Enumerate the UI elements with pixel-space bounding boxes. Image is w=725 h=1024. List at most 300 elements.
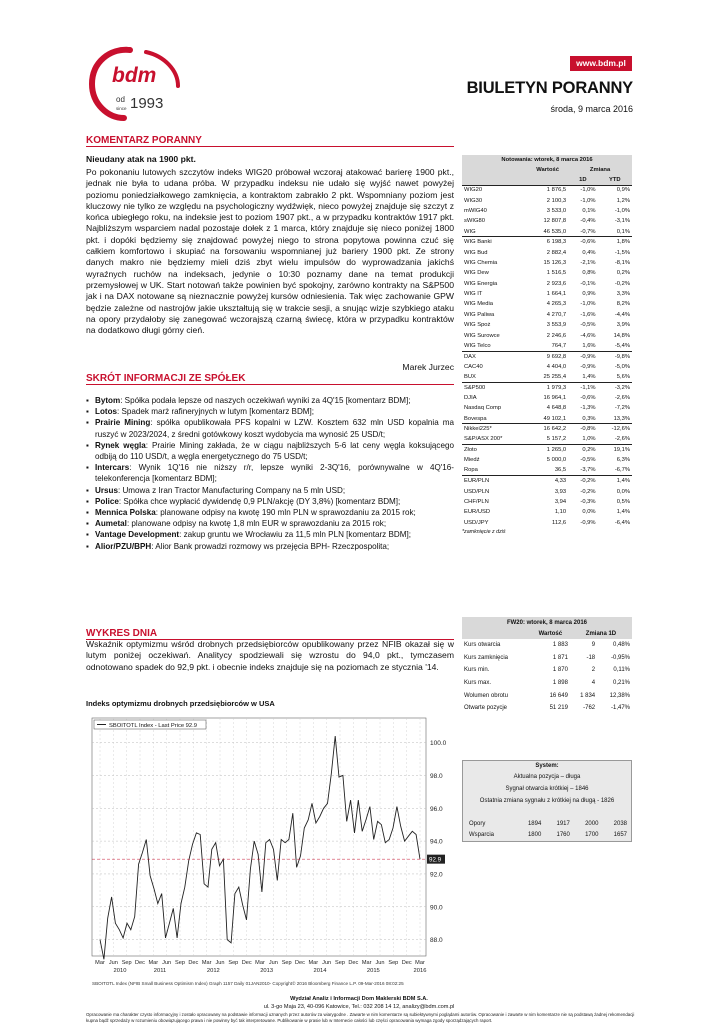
quote-row — [462, 320, 632, 330]
quote-name: BUX — [464, 373, 476, 380]
x-tick-label: Dec — [188, 960, 199, 966]
quote-row — [462, 299, 632, 309]
quote-row — [462, 372, 632, 382]
year-label: 2016 — [413, 968, 427, 974]
quote-row — [462, 507, 632, 517]
quote-change-ytd: 0,5% — [616, 498, 630, 505]
quote-value: 112,6 — [552, 519, 567, 526]
x-tick-label: Sep — [388, 960, 399, 966]
bulletin-title: BIULETYN PORANNY — [466, 79, 633, 97]
company-name: Lotos — [95, 407, 118, 417]
quote-name: WIG Dew — [464, 270, 489, 277]
quote-change-ytd: 8,2% — [616, 301, 630, 308]
company-news-item — [86, 440, 454, 462]
quote-value: 4 648,8 — [546, 405, 567, 412]
x-tick-label: Sep — [281, 960, 292, 966]
fw20-change-abs: 4 — [591, 680, 596, 687]
article-author: Marek Jurzec — [402, 362, 454, 372]
quote-change-1d: 1,6% — [582, 342, 596, 349]
resistance-level: 2000 — [585, 820, 599, 827]
section-heading-commentary: KOMENTARZ PORANNY — [86, 135, 454, 147]
quote-name: WIG Spoż — [464, 322, 491, 329]
article-body: Po pokonaniu lutowych szczytów indeks WIG20 próbował wczoraj atakować barierę 1900 pkt., jednak nie była to udana próba. W przypadku indeksu nie udało się wyjść nawet powyżej poziomu poniedziałkowego zamknięcia, a kontraktom zabrakło 2 pkt. Wspomniany poziom jest kluczowy nie tylko ze względu na psychologiczny wydźwięk, nieco powyżej znajduje się szczyt z końca ubiegłego roku, na indeksie jest to poziom 1907 pkt., a w przypadku kontraktów 1917 pkt. Najbliższym wsparciem nadal pozostaje dołek z 1 marca, który znajduje się nieco poniżej 1800 pkt. i dopóki będziemy się znajdować powyżej niego to strona popytowa powinna czuć się całkiem komfortowo i skupiać na forsowaniu wspomnianej już bariery 1900 pkt. Ze strony danych makro nie będziemy mieli dziś zbyt wielu impulsów do wyprowadzania jakichś wyraźnych ruchów na indeksach, jedynie o 10:30 poznamy dane na temat produkcji przemysłowej w UK. Start notowań także powinien być spokojny, zarówno kontrakty na S&P500 jak i na DAX notowane są nieznacznie powyżej kursów odniesienia. Tak więc zachowanie GPW będzie zależne od nastrojów jakie ukształtują się w trakcie sesji, a snując wizje szybkiego ataku na opory przydałoby się zanegować wczorajszą czarną świecę, która w przypadku kontraktów na dodatkowo długi górny cień. — [86, 167, 454, 336]
company-name: Vantage Development — [95, 530, 180, 540]
quotes-value-header: Wartość — [527, 165, 568, 175]
year-label: 2010 — [113, 968, 127, 974]
fw20-change-abs: 2 — [591, 667, 596, 674]
quote-row — [462, 351, 632, 361]
quote-change-ytd: 1,8% — [598, 237, 632, 247]
company-news-item — [86, 395, 454, 406]
quote-change-1d: -1,0% — [580, 197, 596, 204]
quote-row — [462, 393, 632, 403]
quote-change-1d: -0,7% — [580, 228, 596, 235]
y-tick-label: 92.0 — [430, 871, 443, 879]
fw20-value: 1 870 — [552, 667, 568, 674]
quote-value: 46 535,0 — [543, 228, 567, 235]
quote-change-1d: -2,1% — [580, 259, 596, 266]
support-level: 1657 — [613, 831, 627, 838]
disclaimer: Opracowanie ma charakter czysto informacyjny i zostało opracowany na podstawie informacji uznanych przez autorów za wiarygodne . Zawarte w nim komentarze są subiektywnymi poglądami autorów. Opracowanie i zawarte w nim komentarze nie są podstawą żadnej rekomendacji kupna bądź sprzedaży w rozumieniu obowiązującego prawa i nie powinny być tak interpretowane. Publikowanie w prasie lub w Internecie całości lub części opracowania wymaga zgody sporządzających raport. — [86, 1012, 635, 1023]
quote-change-1d: -0,9% — [580, 519, 596, 526]
company-news-text: : Wynik 1Q'16 nie niższy r/r, lepsze wyniki 2-3Q'16, porównywalne w 4Q'16- telekonferencja [komentarz BDM]; — [95, 463, 454, 484]
quote-change-1d: 0,0% — [582, 509, 596, 516]
website-link[interactable]: www.bdm.pl — [570, 56, 632, 71]
x-tick-label: Jun — [108, 960, 118, 966]
quotes-note: *zamknięcie z dziś — [462, 528, 506, 535]
quote-name: USD/PLN — [464, 488, 490, 495]
chart-source: SBOITOTL Index (NFIB Small Business Optimism Index) Graph 1157 Daily 01JAN2010- Copyright© 2016 Bloomberg Finance L.P. 09-Mar-2016 08:02:25 — [92, 981, 404, 986]
quote-change-ytd: -1,5% — [614, 249, 630, 256]
quotes-1d-header: 1D — [568, 175, 597, 185]
x-tick-label: Sep — [228, 960, 239, 966]
y-tick-label: 90.0 — [430, 904, 443, 912]
fw20-row — [462, 664, 632, 677]
quote-name: CAC40 — [464, 363, 483, 370]
company-name: Prairie Mining — [95, 418, 151, 428]
quote-name: WIG Telco — [464, 342, 491, 349]
quote-name: USD/JPY — [464, 519, 489, 526]
quote-value: 764,7 — [551, 342, 567, 349]
fw20-change-pct: 0,48% — [612, 642, 630, 649]
quote-name: WIG Banki — [462, 237, 527, 247]
system-signal: Sygnał otwarcia krótkiej – 1846 — [505, 786, 589, 792]
quote-change-ytd: -4,4% — [614, 311, 630, 318]
fw20-label: Kurs otwarcia — [464, 642, 501, 649]
company-name: Police — [95, 496, 119, 506]
quote-name: mWIG40 — [464, 207, 487, 214]
quote-name: WIG IT — [464, 291, 483, 298]
fw20-blank-header — [462, 628, 531, 639]
quote-row — [462, 434, 632, 444]
quote-change-1d: -0,9% — [580, 363, 596, 370]
quote-row — [462, 268, 632, 278]
quote-change-ytd: 14,8% — [613, 332, 630, 339]
quote-change-1d: -1,3% — [580, 405, 596, 412]
fw20-value: 16 649 — [549, 692, 568, 699]
quote-name: EUR/PLN — [462, 476, 527, 486]
quote-change-ytd: -9,8% — [598, 351, 632, 361]
quote-change-ytd: -5,4% — [614, 342, 630, 349]
quote-row — [462, 455, 632, 465]
quote-name: WIG — [464, 228, 476, 235]
fw20-row — [462, 689, 632, 702]
quote-row — [462, 403, 632, 413]
support-level: 1700 — [585, 831, 599, 838]
last-value-label: 92.9 — [429, 856, 442, 864]
quote-name: WIG Paliwa — [464, 311, 495, 318]
quote-row — [462, 414, 632, 424]
quote-change-1d: -1,0% — [568, 185, 597, 195]
company-news-text: : spółka opublikowała PFS kopalni w LZW. Kosztem 632 mln USD kopalnia ma ruszyć w 2023/2024, z średni gotówkowy koszt wydobycia ma wynosić 25 USD/t; — [95, 418, 454, 439]
company-news-item — [86, 485, 454, 496]
year-label: 2012 — [206, 968, 220, 974]
quote-row — [462, 424, 632, 434]
footer — [86, 995, 632, 1011]
quote-value: 9 692,8 — [527, 351, 568, 361]
resistance-level: 1917 — [556, 820, 570, 827]
x-tick-label: Dec — [135, 960, 145, 966]
y-tick-label: 98.0 — [430, 772, 443, 780]
company-news-text: : Alior Bank prowadzi rozmowy ws przejęcia BPH- Rzeczpospolita; — [151, 541, 390, 551]
x-tick-label: Jun — [375, 960, 385, 966]
company-news-text: : planowane odpisy na kwotę 1,8 mln EUR w sprawozdaniu za 2015 rok; — [126, 519, 387, 529]
quote-change-ytd: -6,7% — [614, 467, 630, 474]
quote-change-1d: -0,8% — [568, 424, 597, 434]
quote-change-ytd: 0,9% — [598, 185, 632, 195]
quote-change-ytd: -12,6% — [598, 424, 632, 434]
quote-change-1d: -0,1% — [580, 280, 596, 287]
company-name: Intercars — [95, 463, 130, 473]
quote-row — [462, 518, 632, 528]
quote-change-ytd: -3,2% — [598, 382, 632, 392]
quote-value: 49 102,1 — [543, 415, 567, 422]
logo-text: bdm — [112, 64, 157, 87]
fw20-change-abs: -18 — [586, 654, 596, 661]
company-news-text: : Prairie Mining zakłada, że w ciągu najbliższych 5-6 lat ceny węgla koksującego odbiją do 110 USD/t, a węgla energetycznego do 75 USD/t; — [95, 440, 454, 462]
fw20-label: Wolumen obrotu — [464, 692, 508, 699]
x-tick-label: Mar — [95, 960, 105, 966]
company-news-text: : zakup gruntu we Wrocławiu za 11,5 mln PLN [komentarz BDM]; — [179, 530, 411, 540]
quote-value: 16 964,1 — [543, 395, 567, 401]
fw20-change-pct: 12,38% — [609, 692, 630, 699]
quote-change-ytd: -1,0% — [614, 207, 630, 214]
x-tick-label: Mar — [201, 960, 212, 966]
fw20-change-pct: -1,47% — [610, 705, 630, 712]
quote-change-ytd: -8,1% — [614, 259, 630, 266]
quote-value: 2 100,3 — [546, 197, 567, 204]
quote-name: DJIA — [464, 395, 477, 401]
quote-value: 16 642,2 — [527, 424, 568, 434]
company-news-item — [86, 496, 454, 507]
quote-change-ytd: 3,3% — [616, 291, 630, 298]
year-label: 2013 — [260, 968, 274, 974]
company-news-item — [86, 518, 454, 529]
quotes-blank-header — [527, 175, 568, 185]
quote-name: Nasdaq Comp — [464, 405, 502, 412]
fw20-change-pct: 0,11% — [613, 667, 630, 674]
quote-name: Bovespa — [464, 415, 487, 422]
fw20-change-pct: -0,95% — [610, 654, 630, 661]
footer-company: Wydział Analiz i Informacji Dom Maklerski BDM S.A. — [290, 996, 428, 1002]
quote-value: 3,93 — [554, 488, 567, 495]
quote-change-1d: -0,2% — [580, 488, 596, 495]
quote-change-1d: -0,5% — [580, 457, 596, 464]
x-tick-label: Mar — [415, 960, 425, 966]
company-news-text: : planowane odpisy na kwotę 190 mln PLN w sprawozdaniu za 2015 rok; — [155, 508, 416, 518]
quote-value: 1 516,5 — [546, 270, 567, 277]
quote-name: WIG20 — [462, 185, 527, 195]
fw20-value: 1 871 — [552, 654, 568, 661]
y-tick-label: 96.0 — [430, 805, 443, 813]
quote-change-1d: 0,2% — [568, 445, 597, 455]
quote-row — [462, 362, 632, 372]
x-tick-label: Sep — [175, 960, 185, 966]
company-news-text: : Spadek marż rafineryjnych w lutym [komentarz BDM]; — [117, 407, 315, 417]
quote-value: 1,10 — [554, 509, 567, 516]
quote-change-1d: -0,6% — [580, 395, 596, 401]
quote-name: WIG Bud — [464, 249, 488, 256]
company-news-list — [86, 395, 454, 552]
quote-name: S&P500 — [462, 382, 527, 392]
quote-row — [462, 247, 632, 257]
company-news-item — [86, 529, 454, 540]
quote-change-ytd: 3,9% — [616, 322, 630, 329]
year-label: 2015 — [366, 968, 380, 974]
quote-value: 3 533,0 — [546, 207, 567, 214]
quote-change-1d: -3,7% — [580, 467, 596, 474]
company-news-item — [86, 406, 454, 417]
x-tick-label: Jun — [215, 960, 225, 966]
quotes-change-header: Zmiana — [568, 165, 632, 175]
quote-change-1d: -1,6% — [580, 311, 596, 318]
quote-change-ytd: -7,2% — [614, 405, 630, 412]
chart-title: Indeks optymizmu drobnych przedsiębiorców w USA — [86, 699, 275, 708]
quote-change-ytd: 1,4% — [598, 476, 632, 486]
quote-row — [462, 279, 632, 289]
system-levels-table — [467, 818, 629, 840]
quote-change-1d: -4,6% — [580, 332, 596, 339]
nfib-chart — [86, 710, 454, 988]
bulletin-date: środa, 9 marca 2016 — [550, 104, 633, 114]
x-tick-label: Dec — [241, 960, 252, 966]
quote-row — [462, 227, 632, 237]
y-tick-label: 94.0 — [430, 838, 443, 846]
quote-row — [462, 310, 632, 320]
quote-value: 1 664,1 — [546, 291, 567, 298]
x-tick-label: Jun — [322, 960, 332, 966]
fw20-value: 51 219 — [549, 705, 568, 712]
fw20-value: 1 898 — [552, 680, 568, 687]
quotes-caption: Notowania: wtorek, 8 marca 2016 — [462, 155, 632, 165]
quote-value: 3,94 — [554, 498, 567, 505]
fw20-row — [462, 639, 632, 652]
resistance-level: 2038 — [613, 820, 627, 827]
year-label: 2011 — [153, 968, 167, 974]
quote-change-1d: 0,3% — [582, 415, 596, 422]
quote-change-1d: 0,1% — [582, 207, 596, 214]
support-level: 1800 — [527, 831, 542, 838]
quote-row — [462, 289, 632, 299]
quote-row — [462, 466, 632, 476]
quote-change-ytd: 13,3% — [613, 415, 630, 422]
quote-change-1d: -0,5% — [580, 322, 596, 329]
quote-row — [462, 497, 632, 507]
quote-value: 15 126,3 — [543, 259, 567, 266]
quote-name: WIG Energia — [464, 280, 498, 287]
fw20-row — [462, 677, 632, 690]
quote-change-1d: -0,6% — [568, 237, 597, 247]
bdm-logo — [86, 46, 196, 122]
logo-year: 1993 — [130, 95, 164, 112]
quote-change-1d: -1,1% — [568, 382, 597, 392]
quote-row — [462, 185, 632, 195]
x-tick-label: Sep — [121, 960, 132, 966]
quote-row — [462, 476, 632, 486]
quote-value: 2 923,6 — [546, 280, 567, 287]
quote-value: 2 882,4 — [546, 249, 567, 256]
quote-change-ytd: -0,2% — [614, 280, 630, 287]
quote-name: WIG Surowce — [464, 332, 500, 339]
quote-value: 1 876,5 — [527, 185, 568, 195]
company-name: Rynek węgla — [95, 440, 146, 450]
logo-od: od — [116, 95, 125, 104]
x-tick-label: Jun — [268, 960, 278, 966]
logo-since: since — [116, 106, 127, 111]
quote-change-1d: 0,4% — [582, 249, 596, 256]
company-name: Bytom — [95, 396, 121, 405]
x-tick-label: Mar — [361, 960, 372, 966]
quote-value: 36,5 — [554, 467, 567, 474]
quote-change-1d: 1,0% — [582, 436, 596, 443]
x-tick-label: Mar — [255, 960, 265, 966]
x-tick-label: Dec — [348, 960, 359, 966]
chart-description: Wskaźnik optymizmu wśród drobnych przedsiębiorców opublikowany przez NFIB okazał się w lutym poniżej oczekiwań. Analitycy spodziewali się wzrostu do 94,0 pkt., tymczasem odnotowano spadek do 92,9 pkt. i obecnie indeks znajduje się na poziomach ze stycznia '14. — [86, 639, 454, 672]
fw20-row — [462, 702, 632, 715]
quote-change-ytd: 5,6% — [616, 373, 630, 380]
fw20-change-abs: -762 — [583, 705, 596, 712]
quote-value: 5 000,0 — [546, 457, 567, 464]
section-heading-chart: WYKRES DNIA — [86, 628, 454, 640]
quote-change-1d: -0,9% — [568, 351, 597, 361]
x-tick-label: Dec — [401, 960, 412, 966]
quote-value: 6 198,3 — [527, 237, 568, 247]
quote-name: DAX — [462, 351, 527, 361]
resistance-label: Opory — [469, 820, 486, 827]
resistance-level: 1894 — [527, 820, 542, 827]
quote-change-1d: 0,9% — [582, 291, 596, 298]
quote-change-ytd: 6,3% — [616, 457, 630, 464]
quote-change-ytd: 0,2% — [616, 270, 630, 277]
quote-value: 25 255,4 — [543, 373, 567, 380]
quote-name: sWIG80 — [464, 218, 485, 225]
article-title: Nieudany atak na 1900 pkt. — [86, 154, 196, 164]
support-label: Wsparcia — [469, 831, 495, 838]
quote-value: 5 157,2 — [546, 436, 567, 443]
x-tick-label: Jun — [162, 960, 172, 966]
y-tick-label: 100.0 — [430, 740, 447, 748]
quote-change-ytd: -2,6% — [614, 436, 630, 443]
fw20-change-header: Zmiana 1D — [570, 628, 632, 639]
fw20-value: 1 883 — [552, 642, 568, 649]
company-name: Ursus — [95, 485, 118, 495]
resistance-row — [467, 818, 629, 829]
quotes-table — [462, 155, 632, 528]
x-tick-label: Sep — [335, 960, 345, 966]
footer-contact: ul. 3-go Maja 23, 40-096 Katowice, Tel.: 032 208 14 12, analizy@bdm.com.pl — [263, 1004, 455, 1010]
fw20-caption: FW20: wtorek, 8 marca 2016 — [462, 617, 632, 628]
fw20-change-abs: 1 834 — [580, 692, 596, 699]
system-position: Aktualna pozycja – długa — [513, 774, 581, 780]
quote-change-1d: 0,8% — [582, 270, 596, 277]
quote-row — [462, 206, 632, 216]
plot-area — [92, 718, 426, 956]
x-tick-label: Mar — [308, 960, 319, 966]
quote-name: CHF/PLN — [464, 498, 489, 505]
legend-label: SBOITOTL Index - Last Price 92.9 — [109, 723, 197, 729]
quote-value: 4 265,3 — [546, 301, 567, 308]
company-name: Aumetal — [95, 519, 127, 529]
company-news-text: : Spółka podała lepsze od naszych oczekiwań wyniki za 4Q'15 [komentarz BDM]; — [120, 396, 411, 405]
quote-row — [462, 237, 632, 247]
system-caption: System: — [535, 763, 559, 769]
quote-change-ytd: 1,4% — [616, 509, 630, 516]
quote-change-1d: -0,2% — [568, 476, 597, 486]
quote-row — [462, 486, 632, 496]
quotes-blank-header — [462, 175, 527, 185]
quotes-blank-header — [462, 165, 527, 175]
quote-change-ytd: 0,1% — [616, 228, 630, 235]
fw20-label: Kurs max. — [464, 680, 492, 687]
quote-row — [462, 382, 632, 392]
quote-change-ytd: -5,0% — [614, 363, 630, 370]
year-label: 2014 — [313, 968, 327, 974]
fw20-table — [462, 617, 632, 715]
system-last-change: Ostatnia zmiana sygnału z krótkiej na długą - 1826 — [479, 798, 615, 804]
quote-change-1d: -0,4% — [580, 218, 596, 225]
quote-value: 4,33 — [527, 476, 568, 486]
fw20-row — [462, 652, 632, 665]
quote-row — [462, 216, 632, 226]
y-tick-label: 88.0 — [430, 937, 443, 945]
support-row — [467, 829, 629, 840]
company-news-item — [86, 507, 454, 518]
quote-name: Nikkei225* — [462, 424, 527, 434]
company-news-item — [86, 417, 454, 439]
quote-change-ytd: 0,0% — [616, 488, 630, 495]
company-news-text: : Umowa z Iran Tractor Manufacturing Company na 5 mln USD; — [117, 485, 346, 495]
quote-row — [462, 258, 632, 268]
x-tick-label: Mar — [148, 960, 159, 966]
quote-row — [462, 330, 632, 340]
quote-change-ytd: -2,6% — [614, 395, 630, 401]
fw20-panel — [462, 617, 632, 715]
quote-value: 3 553,9 — [546, 322, 567, 329]
quote-name: WIG30 — [464, 197, 483, 204]
company-name: Alior/PZU/BPH — [95, 541, 152, 551]
support-level: 1760 — [556, 831, 570, 838]
quotes-ytd-header: YTD — [598, 175, 632, 185]
quote-value: 1 265,0 — [527, 445, 568, 455]
fw20-label: Kurs zamknięcia — [464, 654, 509, 661]
fw20-change-abs: 9 — [591, 642, 596, 649]
quote-name: Miedź — [464, 457, 480, 464]
x-tick-label: Dec — [295, 960, 305, 966]
quote-name: S&P/ASX 200* — [464, 436, 503, 443]
company-news-item — [86, 462, 454, 484]
quote-value: 4 404,0 — [546, 363, 567, 370]
quote-row — [462, 445, 632, 455]
